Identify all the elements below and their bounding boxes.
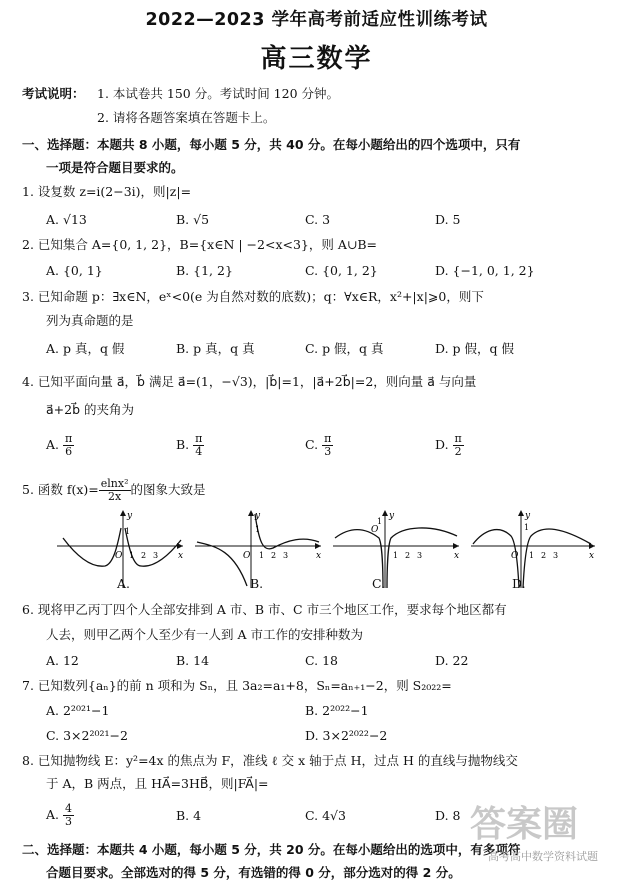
q6-stem: 6. 现将甲乙丙丁四个人全部安排到 A 市、B 市、C 市三个地区工作，要求每个地区都有 <box>22 602 507 617</box>
q7-stem: 7. 已知数列{aₙ}的前 n 项和为 Sₙ，且 3a₂=a₁+8，Sₙ=aₙ₊₁−2，则 S₂₀₂₂= <box>22 678 452 693</box>
watermark-logo: 答案圈 <box>470 804 579 845</box>
q5-a-tick-2: 2 <box>141 551 147 560</box>
q5-a-tick-1: 1 <box>129 551 135 560</box>
section-1-heading-cont: 一项是符合题目要求的。 <box>46 160 184 175</box>
q4-option-b-fraction: $\frac{\pi}{4}$ <box>195 432 203 458</box>
q4-option-a-fraction: $\frac{\pi}{6}$ <box>65 432 73 458</box>
section-1-heading: 一、选择题：本题共 8 小题，每小题 5 分，共 40 分。在每小题给出的四个选项中，只有 <box>22 137 521 152</box>
q3-option-a: A. p 真，q 假 <box>46 341 125 356</box>
q5-stem-suffix: 的图象大致是 <box>130 482 206 497</box>
q1-option-a: A. √13 <box>46 212 87 227</box>
q5-d-tick-2: 2 <box>541 551 547 560</box>
watermark-caption: 高考高中数学资料试题 <box>488 850 598 863</box>
q4-option-c-fraction: $\frac{\pi}{3}$ <box>324 432 332 458</box>
q1-option-c: C. 3 <box>305 212 331 227</box>
q8-option-a <box>46 803 74 828</box>
q5-a-y-label: y <box>127 511 133 521</box>
q5-graph-c <box>333 510 459 588</box>
q3-option-d: D. p 假，q 假 <box>435 341 514 356</box>
q5-a-origin: O <box>115 551 123 561</box>
q4-stem-cont: a⃗+2b⃗ 的夹角为 <box>46 402 134 417</box>
q5-d-y-tick: 1 <box>524 523 530 532</box>
q6-option-a: A. 12 <box>46 653 79 668</box>
q3-option-c: C. p 假，q 真 <box>305 341 384 356</box>
q4-option-c-label: C. <box>305 437 319 452</box>
q5-stem-prefix: 5. 函数 f(x)= <box>22 482 99 497</box>
q5-stem <box>22 478 206 503</box>
q5-option-d: D. <box>512 576 526 591</box>
q2-option-c: C. {0, 1, 2} <box>305 263 378 278</box>
q5-c-tick-3: 3 <box>417 551 423 560</box>
q5-b-tick-2: 2 <box>271 551 277 560</box>
q4-option-d-label: D. <box>435 437 449 452</box>
q1-stem: 1. 设复数 z=i(2−3i)，则|z|= <box>22 184 192 199</box>
q1-option-b: B. √5 <box>176 212 210 227</box>
q8-option-a-fraction: $\frac{4}{3}$ <box>65 802 72 828</box>
q5-c-origin: O <box>371 525 379 535</box>
q4-stem: 4. 已知平面向量 a⃗，b⃗ 满足 a⃗=(1，−√3)，|b⃗|=1，|a⃗+2b⃗|=2，则向量 a⃗ 与向量 <box>22 374 477 389</box>
q4-option-b <box>176 433 204 458</box>
q8-option-b: B. 4 <box>176 808 202 823</box>
q5-b-x-label: x <box>316 551 322 561</box>
q8-option-a-label: A. <box>46 807 60 822</box>
q4-option-b-label: B. <box>176 437 190 452</box>
q6-stem-cont: 人去，则甲乙两个人至少有一人到 A 市工作的安排种数为 <box>46 627 363 642</box>
q5-c-x-label: x <box>454 551 460 561</box>
q5-d-tick-1: 1 <box>529 551 535 560</box>
q7-option-c: C. 3×2²⁰²¹−2 <box>46 728 128 743</box>
q5-c-y-tick: 1 <box>377 517 383 526</box>
q2-stem: 2. 已知集合 A={0, 1, 2}，B={x∈N | −2<x<3}，则 A∪B= <box>22 237 378 252</box>
q8-stem-cont: 于 A，B 两点，且 HA⃗=3HB⃗，则|FA⃗|= <box>46 776 269 791</box>
notes-label: 考试说明： <box>22 86 85 101</box>
q5-option-c: C. <box>372 576 386 591</box>
q3-stem: 3. 已知命题 p：∃x∈N，eˣ<0(e 为自然对数的底数)；q：∀x∈R，x²+|x|⩾0，则下 <box>22 289 484 304</box>
q5-b-tick-1: 1 <box>259 551 265 560</box>
q5-c-y-label: y <box>389 511 395 521</box>
q5-function-fraction: $\frac{\text{elnx²}}{2x}$ <box>100 477 129 503</box>
q1-option-d: D. 5 <box>435 212 461 227</box>
q4-option-d-fraction: $\frac{\pi}{2}$ <box>454 432 462 458</box>
q7-option-d: D. 3×2²⁰²²−2 <box>305 728 388 743</box>
q5-graph-d <box>471 510 595 588</box>
subject-title: 高三数学 <box>260 44 373 74</box>
q7-option-b: B. 2²⁰²²−1 <box>305 703 369 718</box>
q5-d-y-label: y <box>525 511 531 521</box>
q8-option-c: C. 4√3 <box>305 808 346 823</box>
q5-b-y-label: y <box>255 511 261 521</box>
q4-option-d <box>435 433 464 458</box>
q2-option-d: D. {−1, 0, 1, 2} <box>435 263 535 278</box>
q7-option-a: A. 2²⁰²¹−1 <box>46 703 110 718</box>
q8-option-d: D. 8 <box>435 808 461 823</box>
q5-option-b: B. <box>250 576 264 591</box>
q5-c-tick-2: 2 <box>405 551 411 560</box>
notes-line-2: 2. 请将各题答案填在答题卡上。 <box>97 110 276 125</box>
q2-option-a: A. {0, 1} <box>46 263 103 278</box>
section-2-heading: 二、选择题：本题共 4 小题，每小题 5 分，共 20 分。在每小题给出的选项中，有多项符 <box>22 842 521 857</box>
q5-option-a: A. <box>117 576 131 591</box>
q5-c-tick-1: 1 <box>393 551 399 560</box>
q6-option-c: C. 18 <box>305 653 338 668</box>
q5-a-x-label: x <box>178 551 184 561</box>
q5-b-origin: O <box>243 551 251 561</box>
exam-title: 2022—2023 学年高考前适应性训练考试 <box>145 10 488 30</box>
q6-option-d: D. 22 <box>435 653 469 668</box>
q5-d-tick-3: 3 <box>553 551 559 560</box>
q3-option-b: B. p 真，q 真 <box>176 341 255 356</box>
q6-option-b: B. 14 <box>176 653 210 668</box>
q5-b-y-tick: 1 <box>255 525 261 534</box>
q8-stem: 8. 已知抛物线 E：y²=4x 的焦点为 F，准线 ℓ 交 x 轴于点 H，过点 H 的直线与抛物线交 <box>22 753 518 768</box>
q4-option-a <box>46 433 74 458</box>
q5-d-origin: O <box>511 551 519 561</box>
q3-stem-cont: 列为真命题的是 <box>46 313 134 328</box>
q5-a-y-tick: 1 <box>125 527 131 536</box>
section-2-heading-cont: 合题目要求。全部选对的得 5 分，有选错的得 0 分，部分选对的得 2 分。 <box>46 865 461 880</box>
q4-option-a-label: A. <box>46 437 60 452</box>
q5-b-tick-3: 3 <box>283 551 289 560</box>
q4-option-c <box>305 433 333 458</box>
q5-d-x-label: x <box>589 551 595 561</box>
notes-line-1: 1. 本试卷共 150 分。考试时间 120 分钟。 <box>97 86 340 101</box>
q5-a-tick-3: 3 <box>153 551 159 560</box>
q2-option-b: B. {1, 2} <box>176 263 233 278</box>
